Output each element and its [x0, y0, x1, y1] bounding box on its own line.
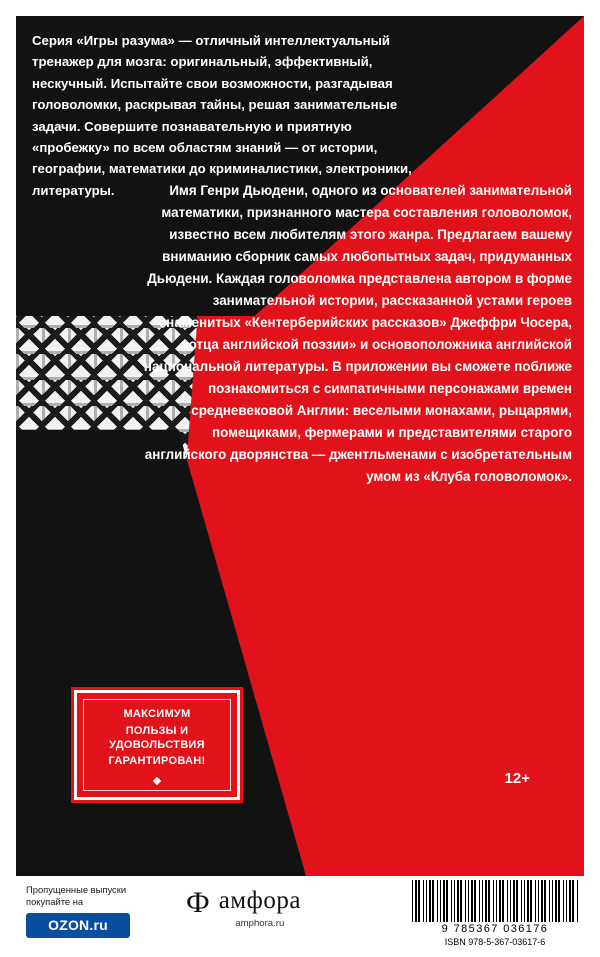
seal-line-2: ПОЛЬЗЫ И УДОВОЛЬСТВИЯ [109, 724, 205, 751]
ozon-block [26, 884, 176, 938]
ozon-note-line-2: покупайте на [26, 896, 84, 908]
isbn-text: ISBN 978-5-367-03617-6 [444, 937, 546, 947]
guarantee-seal-inner [83, 699, 231, 791]
barcode-block [412, 880, 578, 947]
publisher-name: амфора [218, 887, 301, 914]
series-intro-text: Серия «Игры разума» — отличный интеллектуальный тренажер для мозга: оригинальный, эффективный, нескучный. Испытайте свои возможности, разгадывая головоломки, раскрывая тайны, решая занимательные задачи. Совершите познавательную и приятную «пробежку» по всем областям знаний — от истории, географии, математики до криминалистики, электроники, литературы. [32, 33, 412, 198]
cover-footer [0, 876, 600, 957]
barcode-icon [412, 880, 578, 922]
barcode-number: 9 785367 036176 [441, 923, 549, 935]
publisher-block [186, 888, 301, 929]
seal-line-1: МАКСИМУМ [123, 708, 191, 720]
book-description-text: Имя Генри Дьюдени, одного из основателей занимательной математики, признанного мастера составления головоломок, известно всем любителям этого жанра. Предлагаем вашему вниманию сборник самых любопытных задач, придуманных Дьюдени. Каждая головоломка представлена автором в форме занимательной истории, рассказанной устами героев знаменитых «Кентерберийских рассказов» Джеффри Чосера, «отца английской поэзии» и основоположника английской национальной литературы. В приложении вы сможете поближе познакомиться с симпатичными персонажами времен средневековой Англии: веселыми монахами, рыцарями, помещиками, фермерами и представителями старого английского дворянства — джентльменами с изобретательным умом из «Клуба головоломок». [143, 183, 572, 484]
seal-line-3: ГАРАНТИРОВАН! [108, 755, 206, 768]
ozon-logo[interactable] [26, 913, 130, 938]
ozon-logo-label: OZON.ru [48, 917, 108, 934]
diamond-icon [153, 777, 161, 785]
publisher-mark-icon: Ф [186, 886, 210, 919]
guarantee-seal [74, 690, 240, 800]
ozon-note-line-1: Пропущенные выпуски [26, 884, 127, 895]
age-rating-badge: 12+ [504, 770, 530, 787]
publisher-website: amphora.ru [235, 918, 285, 929]
